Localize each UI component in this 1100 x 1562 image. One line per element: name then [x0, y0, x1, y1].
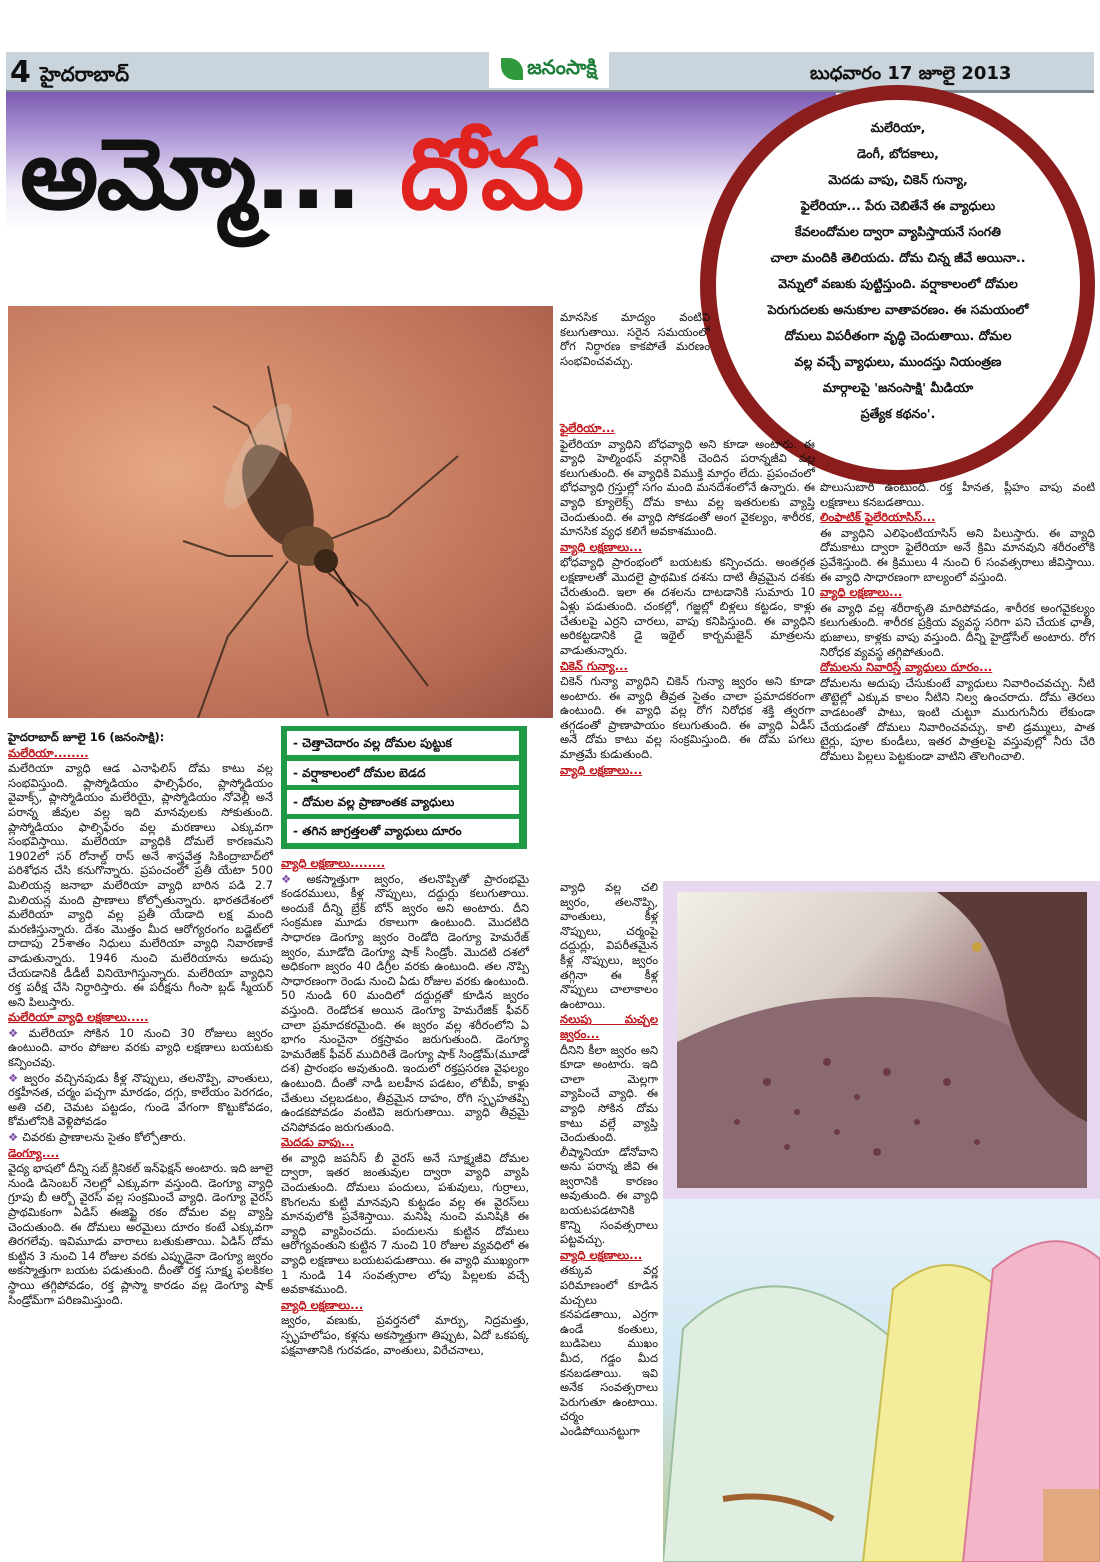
mosquito-bites-photo	[677, 892, 1087, 1188]
paragraph: మలేరియా వ్యాధి ఆడ ఎనాఫిలిస్ దోమ కాటు వల్ల సంభవిస్తుంది. ప్లాస్మోడియం ఫాల్సిఫేరం, ప్లాస్మోడియం వైవాక్స్, ప్లాస్మోడియం మలేరియై, ప్లాస్మోడియం నోవెల్లీ అనే పరాన్న జీవుల వల్ల ఇది మానవులకు సోకుతుంది. ప్లాస్మోడియం ఫాల్సిఫేరం వల్ల మరణాలు ఎక్కువగా సంభవిస్తాయి. మలేరియా వ్యాధికి దోమలే కారణమని 1902లో సర్ రోనాల్డ్ రాస్ అనే శాస్త్రవేత్త సికింద్రాబాద్‌లో పరిశోధన చేసి కనుగొన్నారు. ప్రపంచంలో ప్రతీ యేటా 500 మిలియన్ల జనాభా మలేరియా వ్యాధి బారిన పడి 2.7 మిలియన్ల మంది ప్రాణాలు కోల్పోతున్నారు. భారతదేశంలో మలేరియా వ్యాధి వల్ల ప్రతీ యేడాది లక్ష మంది మరణిస్తున్నారు. దేశం మొత్తం మీద ఆరోగ్యరంగం బడ్జెట్‌లో దాదాపు 25శాతం నిధులు మలేరియా వ్యాధి నివారణాకే వాడుతున్నారు. 1946 నుంచి మలేరియాను అదుపు చేయడానికి డీడీటీ వినియోగిస్తున్నారు. మలేరియా వ్యాధిని రక్త పరీక్ష చేసి నిర్ధారిస్తారు. ఈ పరీక్షను గీంసా బ్లడ్ స్మీయర్ అని పిలుస్తారు.	[8, 761, 273, 1009]
highlights-box	[281, 726, 527, 849]
paragraph: దీనిని కీలా జ్వరం అని కూడా అంటారు. ఇది చాలా మెల్లగా వ్యాపించే వ్యాధి. ఈ వ్యాధి సోకిన దోమ కాటు వల్లే వ్యాప్తి చెందుతుంది. లీష్మానియా డోనోవాని అను పరాన్న జీవి ఈ జ్వరానికి కారణం అవుతుంది. ఈ వ్యాధి బయటపడటానికి కొన్ని సంవత్సరాలు పట్టవచ్చు.	[560, 1042, 658, 1247]
section-heading: మెదడు వాపు...	[281, 1135, 355, 1150]
article-column-3-lead	[560, 310, 710, 420]
article-column-3	[560, 420, 815, 875]
intro-line: మెదడు వాపు, చికెన్ గున్యా,	[828, 172, 968, 187]
highlight-item: - వర్షాకాలంలో దోమల బెడద	[287, 761, 519, 785]
mosquito-nets-photo	[663, 1199, 1100, 1562]
section-heading: వ్యాధి లక్షణాలు...	[820, 585, 903, 600]
intro-line: కేవలందోమల ద్వారా వ్యాపిస్తాయనే సంగతి	[795, 224, 1001, 239]
section-heading: చికెన్ గున్యా...	[560, 658, 628, 673]
paragraph: జ్వరం, వణుకు, ప్రవర్తనలో మార్పు, నిద్రమత్తు, స్పృహలోపం, కళ్లను అకస్మాత్తుగా తిప్పుట, ఏదో ఒకపక్క పక్షవాతానికి గురవడం, వాంతులు, విరేచనాలు,	[281, 1313, 529, 1357]
highlight-item: - దోమల వల్ల ప్రాణాంతక వ్యాధులు	[287, 790, 519, 814]
intro-line: ఫైలేరియా... పేరు చెబితేనే ఈ వ్యాధులు	[800, 198, 996, 213]
article-column-4	[820, 480, 1095, 875]
intro-line: వల్ల వచ్చే వ్యాధులు, ముందస్తు నియంత్రణ	[794, 354, 1002, 369]
bullet-paragraph	[8, 1130, 273, 1145]
bullet-paragraph	[281, 872, 529, 1135]
section-heading: లింఫాటిక్ ఫైలేరియాసిస్...	[820, 510, 936, 525]
intro-line: మార్గాలపై 'జనంసాక్షి' మీడియా	[822, 380, 974, 395]
paragraph: ఫైలేరియా వ్యాధిని బోధవ్యాధి అని కూడా అంటారు. ఈ వ్యాధి హెల్మింథస్ వర్గానికి చెందిన పరాన్నజీవి వల్ల కలుగుతుంది. ఈ వ్యాధికి విముక్తి మార్గం లేదు. ప్రపంచంలో భోధవ్యాధి గ్రస్తుల్లో సగం మంది మనదేశంలోనే ఉన్నారు. ఈ వ్యాధి క్యూలెక్స్ దోమ కాటు వల్ల ఇతరులకు వ్యాప్తి చెందుతుంది. ఈ వ్యాధి సోకడంతో అంగ వైకల్యం, శారీరక, మానసిక వ్యధ కలిగే అవకాశముంది.	[560, 436, 815, 539]
article-column-1	[8, 730, 273, 1556]
intro-line: చాలా మందికి తెలియదు. దోమ చిన్న జీవే అయినా..	[770, 250, 1026, 265]
section-heading: దోమలను నివారిస్తే వ్యాధులు దూరం...	[820, 660, 993, 675]
article-column-3-narrow	[560, 880, 658, 1556]
paragraph: ఈ వ్యాధి జపనీస్ బీ వైరస్ అనే సూక్ష్మజీవి దోమల ద్వారా, ఇతర జంతువుల ద్వారా వ్యాధి వ్యాపి చెందుతుంది. దోమలు పందులు, పశువులు, గుర్రాలు, కొంగలను కుట్టి మానవుని కుట్టడం వల్ల ఈ వైరస్‌లు మానవులోకి ప్రవేశిస్తాయి. మనిషి నుంచి మనిషికి ఈ వ్యాధి వ్యాపించదు. పందులను కుట్టిన దోమలు ఆరోగ్యవంతుని కుట్టిన 7 నుంచి 10 రోజుల వ్యవధిలో ఈ వ్యాధి లక్షణాలు బయటపడుతాయి. ఈ వ్యాధి ముఖ్యంగా 1 నుండి 14 సంవత్సరాల లోపు పిల్లలకు వచ్చే అవకాశముంది.	[281, 1150, 530, 1297]
article-column-2	[281, 855, 529, 1555]
paragraph: మానసిక మాద్యం వంటివి కలుగుతాయి. సరైన సమయంలో రోగ నిర్ధారణ కాకపోతే మరణం సంభవించవచ్చు.	[560, 310, 710, 368]
intro-text	[738, 115, 1058, 455]
paragraph: దోమలను అదుపు చేసుకుంటే వ్యాధులు నివారించవచ్చు. నీటి తొట్టెల్లో ఎక్కువ కాలం నీటిని నిల్వ ఉంచరాదు. దోమ తెరలు వాడటంతో పాటు, ఇంటి చుట్టూ మురుగునీరు లేకుండా చేయడంతో దోమలు నివారించవచ్చు. కాలి డ్రమ్ములు, పాత టైర్లు, పూల కుండీలు, ఇతర పాత్రలపై వస్తువుల్లో నీరు చేరి దోమలు పిల్లలు పెట్టకుండా వాటిని తొలగించాలి.	[820, 675, 1095, 763]
mosquito-illustration	[8, 306, 553, 718]
headline-part2: దోమ	[400, 118, 583, 232]
paragraph: తక్కువ వర్ణ పరిమాణంలో కూడిన మచ్చలు కనపడతాయి, ఎర్రగా ఉండే కంతులు, బుడిపెలు ముఖం మీద, గడ్డం మీద కనబడతాయి. ఇవి అనేక సంవత్సరాలు పెరుగుతూ ఉంటాయి. చర్మం ఎండిపోయినట్టుగా	[560, 1263, 658, 1438]
headline-part1: అమ్మో...	[20, 118, 361, 232]
section-heading: డెంగ్యూ....	[8, 1145, 60, 1160]
bullet-text: అకస్మాత్తుగా జ్వరం, తలనొప్పితో ప్రారంభమై కండరములు, కీళ్ల నొప్పులు, దద్దుర్లు కలుగుతాయి. అందుకే దీన్ని బ్రేక్ బోన్ జ్వరం అని అంటారు. దీని సంక్రమణ మూడు రకాలుగా ఉంటుంది. మొదటిది సాధారణ డెంగ్యూ జ్వరం రెండోది డెంగ్యూ హెమరేజ్ జ్వరం, మూడోది డెంగ్యూ షాక్ సిండ్రోం. మొదటి దశలో అధికంగా జ్వరం 40 డిగ్రీల వరకు ఉంటుంది. తల నొప్పి సాధారణంగా రెండు నుంచి ఏడు రోజుల వరకు ఉంటుంది. 50 నుండి 60 మందిలో దద్దుర్లతో కూడిన జ్వరం వస్తుంది. రెండోదశ అయిన డెంగ్యూ హెమరేజిక్ ఫీవర్ చాలా ప్రమాదకరమైంది. ఈ జ్వరం వల్ల శరీరంలోని ఏ భాగం నుంచైనా రక్తస్రావం జరుగుతుంది. డెంగ్యూ హెమరేజిక్ ఫీవర్ ముదిరితే డెంగ్యూ షాక్ సిండ్రోమ్(మూడో దశ) ప్రారంభం అవుతుంది. ఇందులో రక్తప్రసరణ వైఫల్యం ఉంటుంది. దీంతో నాడీ బలహీన పడటం, లోబీపీ, కాళ్లు చేతులు చల్లబడటం, తీవ్రమైన దాహం, రోగి స్పృహతప్పి ఉండకపోవడం వంటివి జరుగుతాయి. వ్యాధి తీవ్రమై చనిపోవడం జరుగుతుంది.	[281, 871, 530, 1134]
paragraph: ఈ వ్యాధిని ఎలిఫెంటియాసిస్ అని పిలుస్తారు. ఈ వ్యాధి దోమకాటు ద్వారా ఫైలేరియా అనే క్రిమి మానవుని శరీరంలోకి ప్రవేశిస్తుంది. ఈ క్రిములు 4 నుంచి 6 సంవత్సరాలు జీవిస్తాయి. ఈ వ్యాధి సాధారణంగా బాల్యంలో వస్తుంది.	[820, 525, 1095, 584]
section-heading: వ్యాధి లక్షణాలు...	[560, 762, 643, 777]
highlight-item: - తగిన జాగ్రత్తలతో వ్యాధులు దూరం	[287, 819, 519, 843]
paragraph: భోధవ్యాధి ప్రారంభంలో బయటకు కన్పించదు. అంతర్గత లక్షణాలతో మొదలై ప్రాథమిక దశను దాటి తీవ్రమైన దశకు చేరుతుంది. ఇలా ఈ దశలను దాటడానికి సుమారు 10 ఏళ్లు పడుతుంది. చంకల్లో, గజ్జల్లో బిళ్లలు కట్టడం, కాళ్లు చేతులపై ఎర్రని చారలు, వాపు కనిపిస్తుంది. ఈ వ్యాధిని అరికట్టడానికి డై ఇథైల్ కార్బమజైన్ మాత్రలను వాడుతున్నారు.	[560, 555, 815, 657]
diamond-bullet-icon: ❖	[8, 1130, 19, 1145]
bites-illustration	[677, 892, 1087, 1188]
bullet-text: జ్వరం వచ్చినపుడు కీళ్ల నొప్పులు, తలనొప్పి, వాంతులు, రక్తహీనత, చర్మం పచ్చగా మారడం, దగ్గు, కాలేయం పెరగడం, అతి చలి, చెమట పట్టడం, గుండె వేగంగా కొట్టుకోవడం, కోమలోనికి వెళ్లిపోవడం	[8, 1070, 273, 1129]
city-label: హైదరాబాద్	[40, 62, 130, 86]
bullet-text: చివరకు ప్రాణాలను సైతం కోల్పోతారు.	[22, 1130, 187, 1145]
paragraph: వ్యాధి వల్ల చలి జ్వరం, తలనొప్పి, వాంతులు, కీళ్ల నొప్పులు, చర్మంపై దద్దుర్లు, విపరీతమైన కీళ్ల నొప్పులు, జ్వరం తగ్గినా ఈ కీళ్ల నొప్పులు చాలాకాలం ఉంటాయి.	[560, 880, 658, 1011]
intro-line: ప్రత్యేక కథనం'.	[860, 406, 936, 421]
logo-text: జనంసాక్షి	[527, 54, 597, 79]
issue-date: బుధవారం 17 జూలై 2013	[810, 63, 1012, 84]
paragraph: ఈ వ్యాధి వల్ల శరీరాకృతి మారిపోవడం, శారీరక అంగవైకల్యం కలుగుతుంది. శారీరక ప్రక్రియ వ్యవస్థ సరిగా పని చేయక ఛాతీ, భుజాలు, కాళ్లకు వాపు వస్తుంది. దీన్ని హైడ్రోసీల్ అంటారు. రోగ నిరోధక వ్యవస్థ తగ్గిపోతుంది.	[820, 600, 1095, 659]
section-heading: మలేరియా వ్యాధి లక్షణాలు.....	[8, 1010, 149, 1025]
section-heading: మలేరియా........	[8, 745, 89, 760]
dateline: హైదరాబాద్ జూలై 16 (జనంసాక్షి):	[8, 730, 165, 744]
diamond-bullet-icon: ❖	[8, 1070, 20, 1085]
intro-line: డెంగీ, బోదకాలు,	[857, 146, 939, 161]
page-number: 4	[10, 55, 31, 90]
masthead-logo	[489, 50, 609, 88]
paragraph: పొలుసుబారి ఉంటుంది. రక్త హీనత, ప్లీహం వాపు వంటి లక్షణాలు కనబడతాయి.	[820, 480, 1095, 509]
bullet-paragraph	[8, 1071, 273, 1129]
mosquito-photo	[8, 306, 553, 718]
paragraph: చికెన్ గున్యా వ్యాధిని చికెన్ గున్యా జ్వరం అని కూడా అంటారు. ఈ వ్యాధి తీవ్రత సైతం చాలా ప్రమాదకరంగా ఉంటుంది. ఈ వ్యాధి వల్ల రోగ నిరోధక శక్తి త్వరగా తగ్గడంతో ప్రాణాపాయం కలుగుతుంది. ఈ వ్యాధి ఏడీస్ అనే దోమ కాటు వల్ల సంక్రమిస్తుంది. ఈ దోమ పగలు మాత్రమే కుడుతుంది.	[560, 674, 815, 762]
section-heading: వ్యాధి లక్షణాలు...	[560, 539, 643, 554]
section-heading: వ్యాధి లక్షణాలు...	[560, 1247, 643, 1262]
diamond-bullet-icon: ❖	[281, 871, 303, 886]
leaf-icon	[501, 58, 523, 80]
section-heading: నలుపు మచ్చల జ్వరం...	[560, 1012, 658, 1041]
bullet-paragraph	[8, 1026, 273, 1070]
section-heading: వ్యాధి లక్షణాలు...	[281, 1297, 364, 1312]
highlight-item: - చెత్తాచెదారం వల్ల దోమల పుట్టుక	[287, 731, 519, 755]
diamond-bullet-icon: ❖	[8, 1025, 25, 1040]
intro-line: వెన్నులో వణుకు పుట్టిస్తుంది. వర్షాకాలంలో దోమల	[778, 276, 1018, 291]
nets-illustration	[663, 1199, 1100, 1562]
intro-line: దోమలు విపరీతంగా వృద్ధి చెందుతాయి. దోమల	[784, 328, 1012, 343]
section-heading: వ్యాధి లక్షణాలు........	[281, 856, 386, 870]
bullet-text: మలేరియా సోకిన 10 నుంచి 30 రోజులు జ్వరం ఉంటుంది. వారం పోజుల వరకు వ్యాధి లక్షణాలు బయటకు కన్పించవు.	[8, 1025, 273, 1070]
intro-line: పెరుగుదలకు అనుకూల వాతావరణం. ఈ సమయంలో	[767, 302, 1029, 317]
intro-line: మలేరియా,	[870, 120, 926, 135]
section-heading: ఫైలేరియా...	[560, 421, 615, 435]
paragraph: వైద్య భాషలో దీన్ని సబ్ క్లినికల్ ఇన్‌ఫెక్షన్ అంటారు. ఇది జూలై నుండి డిసెంబర్ నెలల్లో ఎక్కువగా వస్తుంది. డెంగ్యూ వ్యాధి గ్రూపు బీ ఆర్బో వైరస్ వల్ల సంక్రమించే వ్యాధి. డెంగ్యూ వైరస్ ప్రాథమికంగా ఏడిస్ ఈజిప్టై రకం దోమల వల్ల వ్యాప్తి చెందుతుంది. ఈ దోమలు అరమైలు దూరం కంటే ఎక్కువగా తిరగలేవు. ఇవిమూడు వారాలు బతుకుతాయి. ఏడిస్ దోమ కుట్టిన 3 నుంచి 14 రోజుల వరకు ఎప్పుడైనా డెంగ్యూ జ్వరం అకస్మాత్తుగా బయట పడుతుంది. దీంతో రక్త సూక్ష్మ ఫలకికల స్థాయి తగ్గిపోవడం, రక్త ప్లాస్మా కారడం వల్ల డెంగ్యూ షాక్ సిండ్రోమ్‌గా పరిణమిస్తుంది.	[8, 1161, 273, 1307]
